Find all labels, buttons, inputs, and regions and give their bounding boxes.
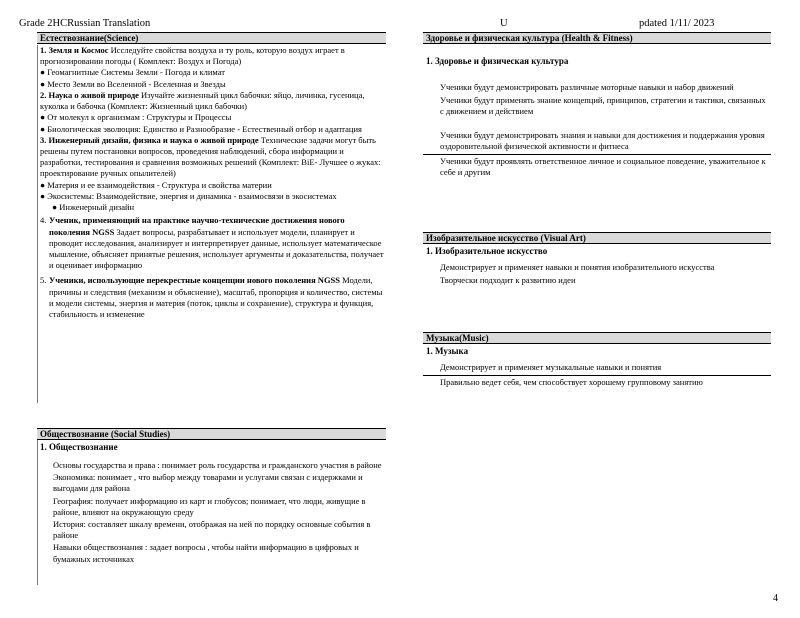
health-item-3: Ученики будут демонстрировать знания и навыки для достижения и поддержания уровня оздоровительной физической активности и фитнеса [440, 129, 765, 151]
health-item-1: Ученики будут демонстрировать различные моторные навыки и набор движений [440, 81, 734, 92]
social-item-5: Навыки обществознания : задает вопросы , чтобы найти информацию в цифровых и бумажных источниках [53, 542, 359, 564]
art-item-2: Творчески подходит к развитию идеи [440, 275, 576, 286]
header-title: Grade 2HCRussian Translation [19, 18, 151, 29]
social-subheading: 1. Обществознание [40, 442, 118, 452]
science-body [37, 45, 386, 320]
science-item-1: 1. Земля и Космос Исследуйте свойства воздуха и ту роль, которую воздух играет в прогнозировании погоды ( Комплект: Воздух и Погода) [40, 45, 345, 67]
science-bullet-3: ● От молекул к организмам : Структуры и Процессы [37, 112, 386, 123]
social-item-2: Экономика: понимает , что выбор между товарами и услугами связан с издержками и выгодами для района [53, 472, 363, 494]
art-list [423, 262, 771, 286]
social-list [37, 460, 386, 565]
science-bullet-4: ● Биологическая эволюция: Единство и Разнообразие - Естественный отбор и адаптация [37, 124, 386, 135]
music-item-1: Демонстрирует и применяет музыкальные навыки и понятия [440, 361, 662, 372]
art-heading: Изобразительное искусство (Visual Art) [423, 232, 771, 244]
health-subheading: 1. Здоровье и физическая культура [426, 56, 569, 66]
header-updated-prefix: U [500, 18, 508, 29]
health-list-2 [423, 156, 771, 178]
science-bullet-6: ● Экосистемы: Взаимодействие, энергия и динамика - взаимосвязи в экосистемах [37, 191, 386, 202]
science-item-4: 4. Ученик, применяющий на практике научно-технические достижения нового поколения NGSS Задает вопросы, разрабатывает и использует модели, планирует и проводит исследования, анализирует и интерпретирует данные, использует математическое мышление, объясняет принятые решения, использует аргументы и доказательства, получает и оценивает информацию [40, 215, 384, 271]
music-subheading: 1. Музыка [426, 346, 469, 356]
science-item-3: 3. Инженерный дизайн, физика и наука о живой природе Технические задачи могут быть решены путем постановки вопросов, проведения наблюдений, сбора информации и разработки, тестирования и сравнения возможных решений (Комплект: BiE- Лучшее о жуках: проектирование ручных опылителей) [40, 134, 381, 179]
science-bullet-2: ● Место Земли во Вселенной - Вселенная и Звезды [37, 79, 386, 90]
music-divider [423, 375, 771, 376]
music-list-2 [423, 377, 771, 388]
social-heading: Обществознание (Social Studies) [37, 428, 386, 440]
science-item-2: 2. Наука о живой природе Изучайте жизненный цикл бабочки: яйцо, личинка, гусеница, куколка и бабочка (Комплект: Жизненный цикл бабочки) [40, 89, 365, 112]
science-item-5: 5. Ученики, использующие перекрестные концепции нового поколения NGSS Модели, причины и следствия (механизм и объяснение), масштаб, пропорция и количество, системы и модели системы, энергия и материя (поток, циклы и сохранение), структура и функция, стабильность и изменение [40, 275, 383, 320]
music-list [423, 362, 771, 373]
header-updated-date: pdated 1/11/ 2023 [639, 18, 715, 29]
right-column [423, 32, 771, 388]
art-item-1: Демонстрирует и применяет навыки и понятия изобразительного искусства [440, 261, 715, 272]
science-bullet-1: ● Геомагнитные Системы Земли - Погода и климат [37, 67, 386, 78]
art-subheading: 1. Изобразительное искусство [426, 246, 548, 256]
page-number: 4 [773, 593, 778, 604]
science-bullet-5: ● Материя и ее взаимодействия - Структура и свойства материи [37, 180, 386, 191]
health-section [423, 32, 771, 178]
science-section [37, 32, 386, 320]
social-section [37, 428, 386, 566]
social-item-3: География: получает информацию из карт и глобусов; понимает, что люди, живущие в районе, влияют на окружающую среду [53, 495, 366, 517]
art-section [423, 232, 771, 288]
music-section [423, 332, 771, 390]
social-item-4: История: составляет шкалу времени, отображая на ней по порядку основные события в районе [53, 518, 371, 541]
health-list [423, 82, 771, 152]
health-item-4: Ученики будут проявлять ответственное личное и социальное поведение, уважительное к себе и другим [440, 155, 766, 178]
science-bullet-7: ● Инженерный дизайн [37, 202, 386, 213]
left-column [37, 32, 386, 564]
health-item-2: Ученики будут применять знание концепций, принципов, стратегии и тактики, связанных с движением и действием [440, 95, 766, 117]
music-item-2: Правильно ведет себя, чем способствует хорошему групповому занятию [440, 377, 703, 388]
music-heading: Музыка(Music) [423, 332, 771, 344]
health-heading: Здоровье и физическая культура (Health & Fitness) [423, 32, 771, 44]
health-divider [423, 154, 771, 155]
science-heading: Естествознание(Science) [37, 32, 386, 44]
social-item-1: Основы государства и права : понимает роль государства и гражданского участия в районе [53, 459, 382, 470]
